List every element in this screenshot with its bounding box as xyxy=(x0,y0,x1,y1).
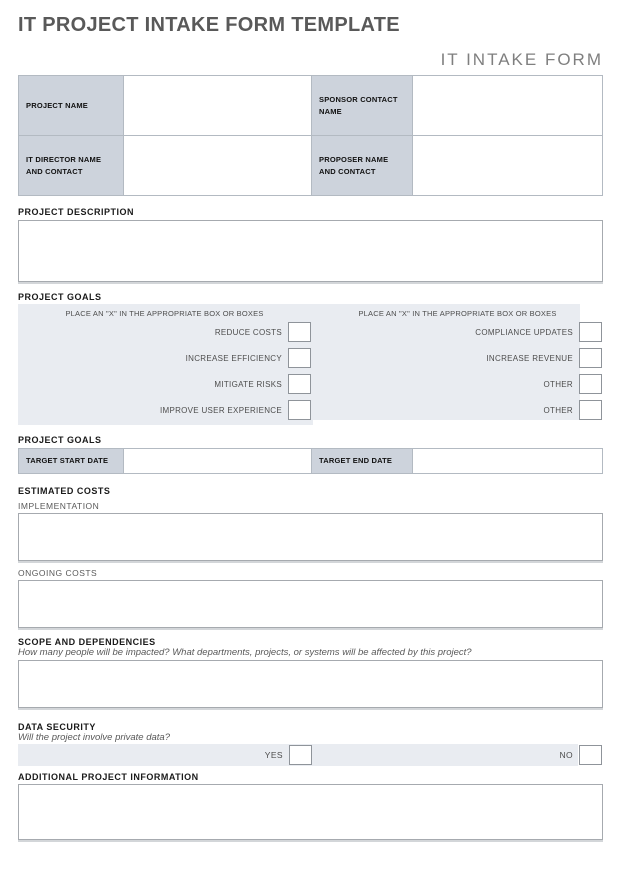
checkbox-reduce-costs[interactable] xyxy=(288,322,311,342)
goal-row-increase-efficiency xyxy=(18,348,311,368)
additional-info-field[interactable] xyxy=(18,784,603,840)
scope-dependencies-field[interactable] xyxy=(18,660,603,708)
table-row xyxy=(19,136,603,196)
checkbox-no[interactable] xyxy=(579,745,602,765)
goal-row-other-2 xyxy=(313,400,602,420)
goals-left-column xyxy=(18,304,313,426)
no-label: NO xyxy=(559,750,573,760)
implementation-costs-field[interactable] xyxy=(18,513,603,561)
checkbox-compliance-updates[interactable] xyxy=(579,322,602,342)
goal-label: REDUCE COSTS xyxy=(214,327,282,337)
proposer-field[interactable] xyxy=(413,136,603,196)
contact-info-table xyxy=(18,75,603,196)
table-row xyxy=(19,449,603,474)
goal-row-improve-user-experience xyxy=(18,400,311,420)
additional-info-heading: ADDITIONAL PROJECT INFORMATION xyxy=(18,772,199,782)
goal-row-mitigate-risks xyxy=(18,374,311,394)
checkbox-yes[interactable] xyxy=(289,745,312,765)
target-start-date-label: TARGET START DATE xyxy=(19,449,124,474)
goal-label: COMPLIANCE UPDATES xyxy=(475,327,573,337)
checkbox-increase-efficiency[interactable] xyxy=(288,348,311,368)
project-name-field[interactable] xyxy=(124,76,312,136)
goal-row-increase-revenue xyxy=(313,348,602,368)
checkbox-other-1[interactable] xyxy=(579,374,602,394)
checkbox-increase-revenue[interactable] xyxy=(579,348,602,368)
checkbox-improve-user-experience[interactable] xyxy=(288,400,311,420)
goal-label: INCREASE EFFICIENCY xyxy=(185,353,282,363)
ongoing-costs-label: ONGOING COSTS xyxy=(18,568,98,578)
sponsor-contact-name-label: SPONSOR CONTACT NAME xyxy=(312,76,413,136)
proposer-label: PROPOSER NAME AND CONTACT xyxy=(312,136,413,196)
goals-instruction-left: PLACE AN "X" IN THE APPROPRIATE BOX OR BOXES xyxy=(65,309,264,318)
checkbox-other-2[interactable] xyxy=(579,400,602,420)
page-title: IT PROJECT INTAKE FORM TEMPLATE xyxy=(18,14,400,36)
scope-question: How many people will be impacted? What departments, projects, or systems will be affected by this project? xyxy=(18,647,472,658)
project-description-field[interactable] xyxy=(18,220,603,282)
schedule-table xyxy=(18,448,603,474)
goal-row-other-1 xyxy=(313,374,602,394)
yes-label: YES xyxy=(264,750,283,760)
ongoing-costs-field[interactable] xyxy=(18,580,603,628)
goals-right-column xyxy=(313,304,603,426)
goal-label: MITIGATE RISKS xyxy=(214,379,282,389)
data-security-heading: DATA SECURITY xyxy=(18,722,96,732)
table-row xyxy=(19,76,603,136)
project-goals-heading: PROJECT GOALS xyxy=(18,292,102,302)
implementation-label: IMPLEMENTATION xyxy=(18,501,100,511)
estimated-costs-heading: ESTIMATED COSTS xyxy=(18,486,111,496)
project-goals-section xyxy=(18,304,603,425)
goals-instruction-right: PLACE AN "X" IN THE APPROPRIATE BOX OR BOXES xyxy=(358,309,557,318)
target-end-date-label: TARGET END DATE xyxy=(312,449,413,474)
data-security-question: Will the project involve private data? xyxy=(18,732,170,743)
goal-row-compliance-updates xyxy=(313,322,602,342)
goal-label: OTHER xyxy=(543,405,573,415)
scope-dependencies-heading: SCOPE AND DEPENDENCIES xyxy=(18,637,156,647)
goal-label: OTHER xyxy=(543,379,573,389)
project-description-heading: PROJECT DESCRIPTION xyxy=(18,207,135,217)
target-end-date-field[interactable] xyxy=(413,449,603,474)
it-director-label: IT DIRECTOR NAME AND CONTACT xyxy=(19,136,124,196)
schedule-heading: PROJECT GOALS xyxy=(18,435,102,445)
goal-label: INCREASE REVENUE xyxy=(486,353,573,363)
target-start-date-field[interactable] xyxy=(124,449,312,474)
data-security-yesno-row xyxy=(18,744,603,766)
it-intake-form-page xyxy=(0,14,621,840)
goal-label: IMPROVE USER EXPERIENCE xyxy=(159,405,282,415)
checkbox-mitigate-risks[interactable] xyxy=(288,374,311,394)
form-subtitle: IT INTAKE FORM xyxy=(440,50,603,69)
project-name-label: PROJECT NAME xyxy=(19,76,124,136)
no-option xyxy=(559,744,602,766)
sponsor-contact-name-field[interactable] xyxy=(413,76,603,136)
it-director-field[interactable] xyxy=(124,136,312,196)
goal-row-reduce-costs xyxy=(18,322,311,342)
yes-option xyxy=(18,744,312,766)
